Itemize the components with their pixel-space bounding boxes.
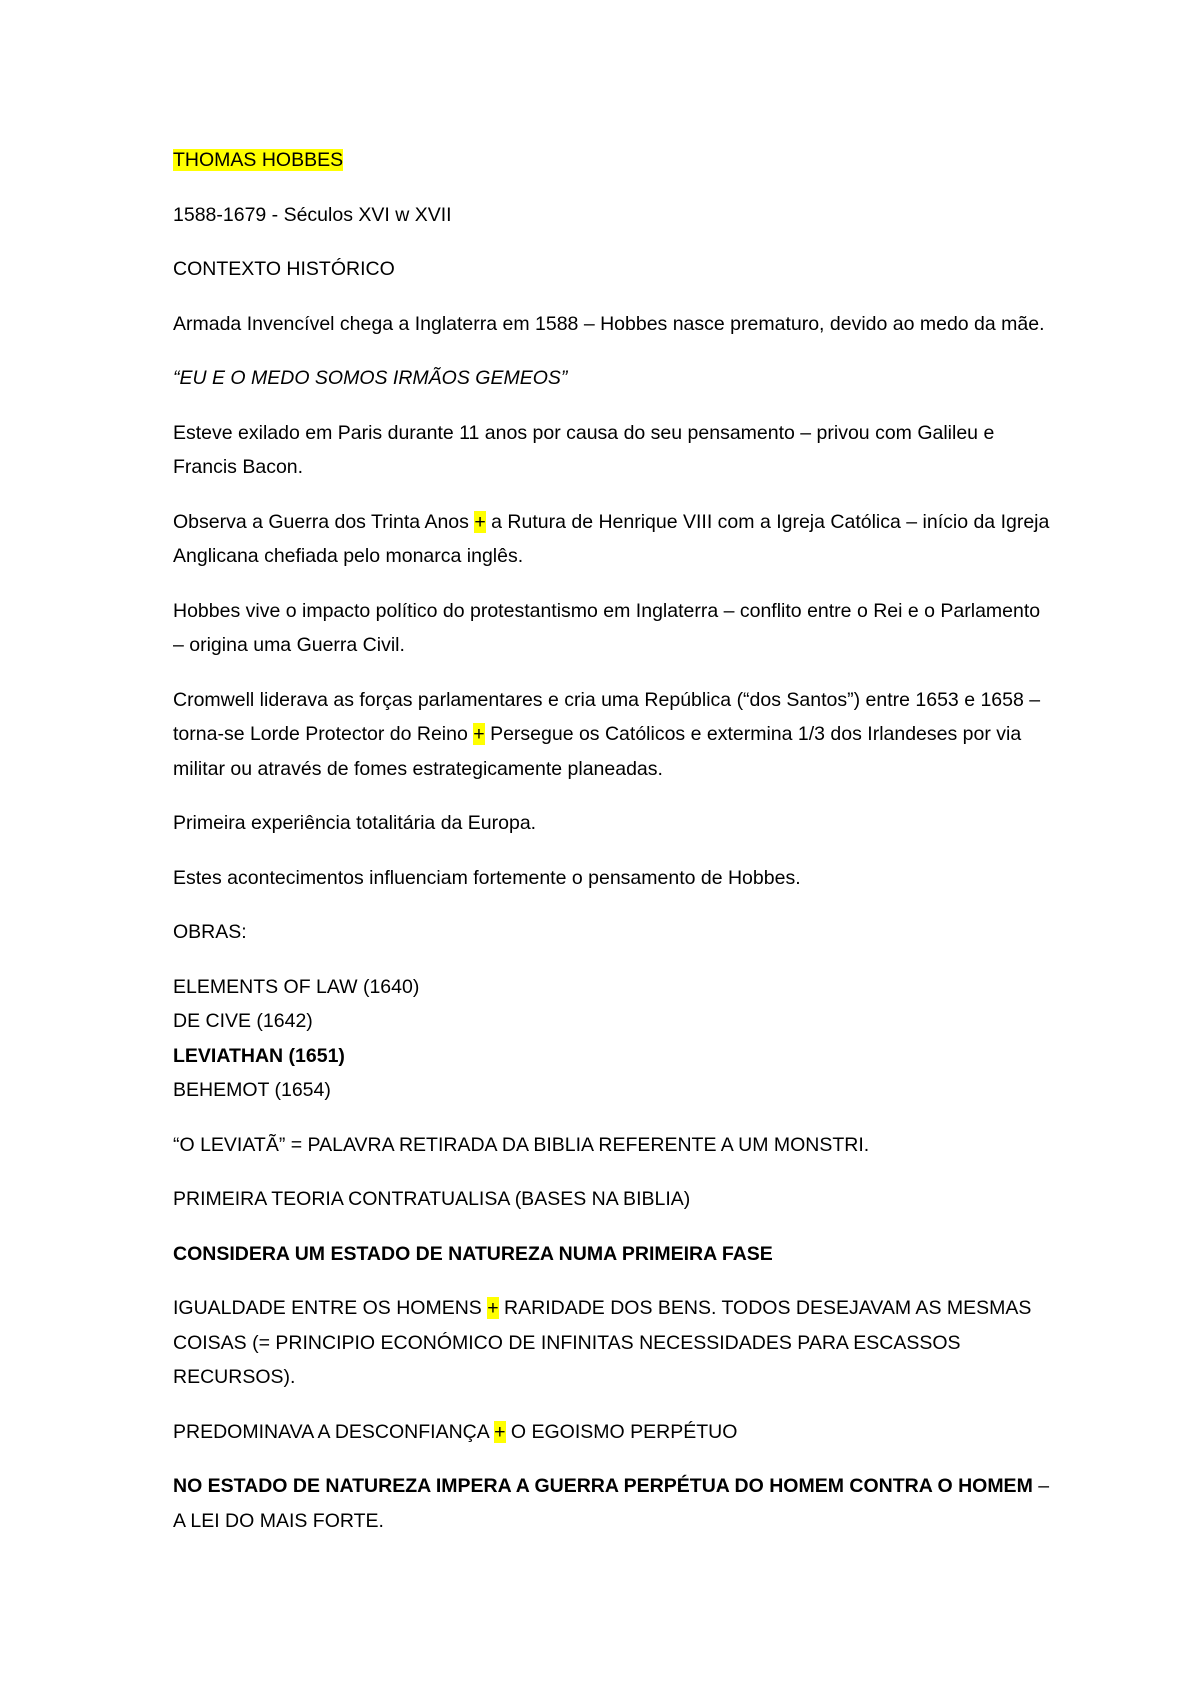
- paragraph-text: IGUALDADE ENTRE OS HOMENS: [173, 1297, 488, 1319]
- paragraph-text: Persegue os Católicos e extermina 1/3 dos Irlandeses por via militar ou através de fomes estrategicamente planeadas.: [173, 723, 1022, 780]
- paragraph-leviathan-meaning: “O LEVIATÃ” = PALAVRA RETIRADA DA BIBLIA REFERENTE A UM MONSTRI.: [173, 1133, 870, 1156]
- paragraph-influence: Estes acontecimentos influenciam fortemente o pensamento de Hobbes.: [173, 866, 801, 889]
- paragraph-equality: [173, 1291, 1053, 1395]
- work-item: ELEMENTS OF LAW (1640): [173, 975, 420, 998]
- paragraph-protestantism: Hobbes vive o impacto político do protestantismo em Inglaterra – conflito entre o Rei e o Parlamento – origina uma Guerra Civil.: [173, 599, 1041, 656]
- work-item-leviathan: LEVIATHAN (1651): [173, 1044, 345, 1067]
- work-item: BEHEMOT (1654): [173, 1079, 331, 1101]
- title-highlight: THOMAS HOBBES: [173, 149, 344, 171]
- paragraph-text: O EGOISMO PERPÉTUO: [505, 1420, 738, 1443]
- works-list: [173, 970, 1053, 1108]
- paragraph-text: Cromwell liderava as forças parlamentares e cria uma República (“dos Santos”) entre 1653 e 1658 – torna-se Lorde Protector do Reino: [173, 688, 1041, 745]
- paragraph-totalitarian: Primeira experiência totalitária da Europa.: [173, 812, 537, 834]
- quote-fear: “EU E O MEDO SOMOS IRMÃOS GEMEOS”: [173, 367, 568, 389]
- paragraph-distrust: [173, 1415, 1053, 1450]
- paragraph-cromwell: [173, 683, 1053, 787]
- paragraph-text: – A LEI DO MAIS FORTE.: [173, 1475, 1050, 1532]
- paragraph-war-of-all: [173, 1469, 1053, 1538]
- paragraph-text: RARIDADE DOS BENS. TODOS DESEJAVAM AS MESMAS COISAS (= PRINCIPIO ECONÓMICO DE INFINITAS NECESSIDADES PARA ESCASSOS RECURSOS).: [173, 1297, 1032, 1388]
- plus-highlight: +: [494, 1420, 506, 1443]
- life-dates: 1588-1679 - Séculos XVI w XVII: [173, 203, 452, 226]
- paragraph-thirty-years-war: [173, 505, 1053, 574]
- paragraph-text: a Rutura de Henrique VIII com a Igreja Católica – início da Igreja Anglicana chefiada pelo monarca inglês.: [173, 510, 1050, 567]
- paragraph-text: PREDOMINAVA A DESCONFIANÇA: [173, 1420, 495, 1443]
- plus-highlight: +: [473, 723, 485, 745]
- plus-highlight: +: [487, 1297, 499, 1319]
- paragraph-armada: Armada Invencível chega a Inglaterra em 1588 – Hobbes nasce prematuro, devido ao medo da mãe.: [173, 312, 1045, 335]
- plus-highlight: +: [474, 510, 486, 533]
- paragraph-state-of-nature: CONSIDERA UM ESTADO DE NATUREZA NUMA PRIMEIRA FASE: [173, 1242, 773, 1265]
- document-title: [173, 143, 1053, 178]
- paragraph-text: Observa a Guerra dos Trinta Anos: [173, 510, 475, 533]
- heading-works: OBRAS:: [173, 921, 247, 943]
- paragraph-bold-text: NO ESTADO DE NATUREZA IMPERA A GUERRA PERPÉTUA DO HOMEM CONTRA O HOMEM: [173, 1475, 1033, 1497]
- paragraph-exile: Esteve exilado em Paris durante 11 anos por causa do seu pensamento – privou com Galileu e Francis Bacon.: [173, 421, 995, 478]
- paragraph-contract-theory: PRIMEIRA TEORIA CONTRATUALISA (BASES NA BIBLIA): [173, 1188, 691, 1210]
- heading-historical-context: CONTEXTO HISTÓRICO: [173, 258, 395, 280]
- document-body: [173, 143, 1053, 1558]
- work-item: DE CIVE (1642): [173, 1010, 313, 1032]
